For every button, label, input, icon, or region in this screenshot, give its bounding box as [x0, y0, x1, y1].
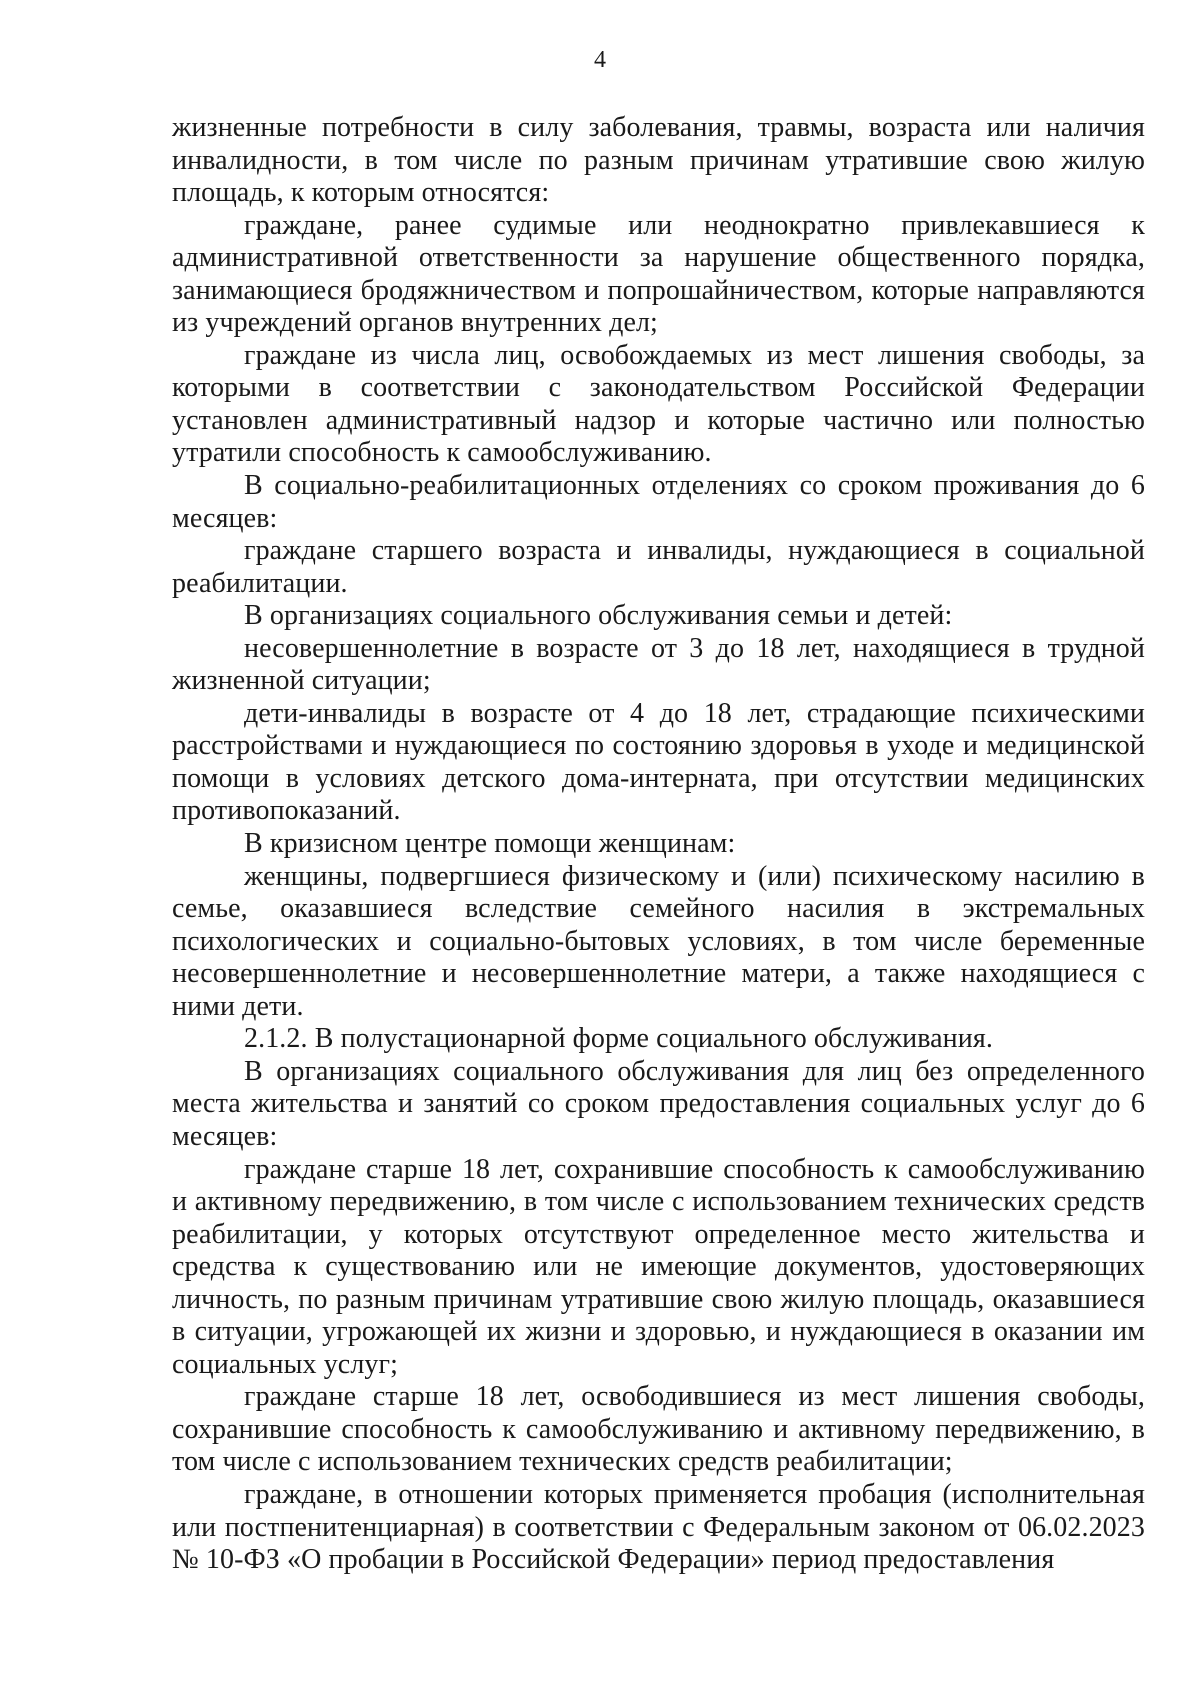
paragraph-list-item: граждане из числа лиц, освобождаемых из мест лишения свободы, за которыми в соответствии с законодательством Российской Федерации установлен административный надзор и которые частично или полностью утратили способность к самообслуживанию. — [172, 339, 1145, 469]
paragraph-clause-heading: 2.1.2. В полустационарной форме социального обслуживания. — [244, 1023, 993, 1055]
paragraph-list-item: граждане, в отношении которых применяется пробация (исполнительная или постпенитенциарная) в соответствии с Федеральным законом от 06.02.2023 № 10-ФЗ «О пробации в Российской Федерации» период предоставления — [172, 1478, 1145, 1576]
paragraph-continuation: жизненные потребности в силу заболевания, травмы, возраста или наличия инвалидности, в том числе по разным причинам утратившие свою жилую площадь, к которым относятся: — [172, 112, 1145, 209]
paragraph-section-intro: В организациях социального обслуживания для лиц без определенного места жительства и занятий со сроком предоставления социальных услуг до 6 месяцев: — [172, 1055, 1145, 1152]
paragraph-section-intro: В социально-реабилитационных отделениях со сроком проживания до 6 месяцев: — [172, 470, 1145, 534]
paragraph-list-item: несовершеннолетние в возрасте от 3 до 18 лет, находящиеся в трудной жизненной ситуации; — [172, 632, 1145, 697]
document-body — [172, 112, 1145, 1577]
paragraph-list-item: граждане старшего возраста и инвалиды, нуждающиеся в социальной реабилитации. — [172, 535, 1145, 599]
paragraph-list-item: граждане старше 18 лет, освободившиеся из мест лишения свободы, сохранившие способность к самообслуживанию и активному передвижению, в том числе с использованием технических средств реабилитации; — [172, 1381, 1145, 1478]
paragraph-list-item: дети-инвалиды в возрасте от 4 до 18 лет, страдающие психическими расстройствами и нуждающиеся по состоянию здоровья в уходе и медицинской помощи в условиях детского дома-интерната, при отсутствии медицинских противопоказаний. — [172, 697, 1145, 827]
paragraph-section-intro: В кризисном центре помощи женщинам: — [244, 828, 736, 860]
paragraph-section-intro: В организациях социального обслуживания семьи и детей: — [244, 600, 953, 632]
page-number: 4 — [594, 47, 606, 73]
paragraph-list-item: граждане старше 18 лет, сохранившие способность к самообслуживанию и активному передвижению, в том числе с использованием технических средств реабилитации, у которых отсутствуют определенное место жительства и средства к существованию или не имеющие документов, удостоверяющих личность, по разным причинам утратившие свою жилую площадь, оказавшиеся в ситуации, угрожающей их жизни и здоровью, и нуждающиеся в оказании им социальных услуг; — [172, 1153, 1145, 1380]
paragraph-list-item: женщины, подвергшиеся физическому и (или) психическому насилию в семье, оказавшиеся вследствие семейного насилия в экстремальных психологических и социально-бытовых условиях, в том числе беременные несовершеннолетние и несовершеннолетние матери, а также находящиеся с ними дети. — [172, 860, 1145, 1022]
paragraph-list-item: граждане, ранее судимые или неоднократно привлекавшиеся к административной ответственности за нарушение общественного порядка, занимающиеся бродяжничеством и попрошайничеством, которые направляются из учреждений органов внутренних дел; — [172, 209, 1145, 339]
